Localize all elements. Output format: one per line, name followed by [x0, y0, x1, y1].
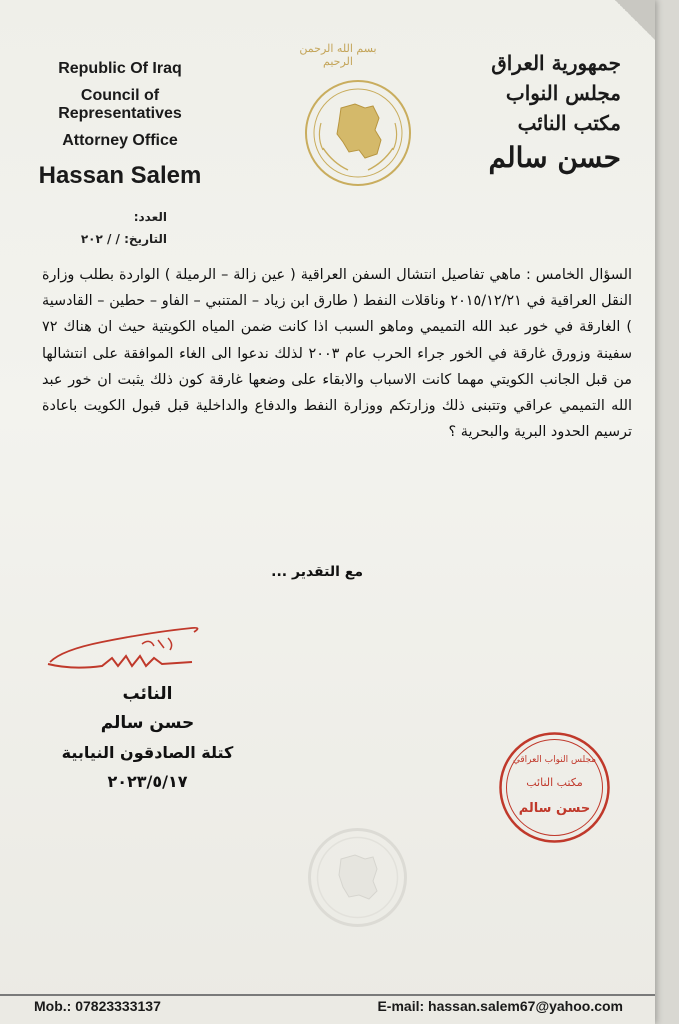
signatory-bloc: كتلة الصادقون النيابية	[61, 743, 234, 762]
parliament-seal-icon	[303, 78, 413, 188]
official-stamp-icon	[497, 730, 612, 845]
footer-divider	[0, 994, 655, 996]
signatory-name: حسن سالم	[100, 713, 195, 733]
arabic-letterhead	[471, 48, 621, 178]
letterhead-country: Republic Of Iraq	[58, 60, 182, 77]
signatory-title: النائب	[122, 684, 173, 704]
arabic-letterhead-office: مكتب النائب	[517, 111, 621, 135]
letterhead-name: Hassan Salem	[38, 162, 202, 189]
arabic-letterhead-name: حسن سالم	[488, 141, 621, 174]
signature-block	[60, 680, 235, 796]
reference-block	[81, 210, 167, 254]
footer-mobile: Mob.: 07823333137	[34, 998, 161, 1014]
handwritten-signature-icon	[42, 620, 212, 680]
reference-date	[81, 232, 167, 246]
stamp-line1: مجلس النواب العراقي	[512, 755, 597, 765]
reference-date-value: / / ٢٠٢	[80, 232, 120, 246]
arabic-letterhead-country: جمهورية العراق	[491, 51, 621, 75]
reference-date-label: التاريخ:	[124, 232, 167, 246]
stamp-line2: مكتب النائب	[526, 776, 583, 789]
letterhead-office: Attorney Office	[62, 132, 178, 149]
arabic-letterhead-council: مجلس النواب	[505, 81, 621, 105]
closing-regards: مع التقدير ...	[271, 564, 363, 580]
stamp-line3: حسن سالم	[518, 801, 591, 816]
body-paragraph: السؤال الخامس : ماهي تفاصيل انتشال السفن العراقية ( عين زالة – الرميلة ) الواردة بطلب وزارة النقل العراقية في ٢٠١٥/١٢/٢١ وناقلات النفط ( طارق ابن زياد – المتنبي – الفاو – حطين – القادسية ) الغارقة في خور عبد الله التميمي وماهو السبب اذا كانت ضمن المياه الكويتية حيث ان هناك ٧٢ سفينة وزورق غارقة في الخور جراء الحرب عام ٢٠٠٣ لذلك ندعوا الى الغاء الموافقة على انتشالها من قبل الجانب الكويتي مهما كانت الاسباب والابقاء على وضعها غارقة كون ذلك يثبت ان خور عبد الله التميمي عراقي وتتبنى ذلك وزارتكم ووزارة النفط والدفاع والداخلية قبل قبول الكويت باعادة ترسيم الحدود البرية والبحرية ؟	[42, 267, 633, 441]
page-corner-fold	[615, 0, 655, 40]
footer-email: E-mail: hassan.salem67@yahoo.com	[377, 998, 623, 1014]
letter-body	[42, 262, 632, 445]
embossed-seal-icon	[305, 825, 410, 930]
basmala: بسم الله الرحمن الرحيم	[299, 42, 377, 68]
reference-number-label: العدد:	[133, 210, 167, 224]
signature-date: ٢٠٢٣/٥/١٧	[107, 772, 188, 791]
letterhead-council: Council of Representatives	[58, 87, 182, 122]
english-letterhead	[20, 60, 220, 190]
